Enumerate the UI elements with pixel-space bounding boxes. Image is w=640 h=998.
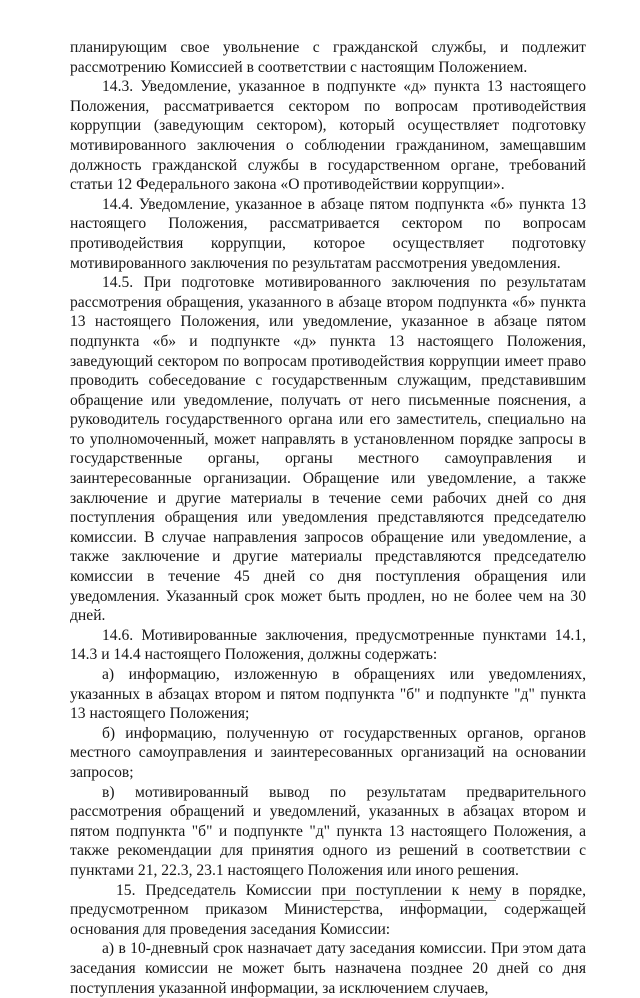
paragraph-15: 15. Председатель Комиссии при поступлении к нему в порядке, предусмотренном приказом Министерства, информации, содержащей основания для проведения заседания Комиссии:	[70, 881, 586, 938]
scan-mark	[470, 900, 496, 901]
scan-edge-marks	[0, 896, 640, 905]
scan-mark	[405, 900, 431, 901]
paragraph-14-5: 14.5. При подготовке мотивированного заключения по результатам рассмотрения обращения, указанного в абзаце втором подпункта «б» пункта 13 настоящего Положения, или уведомление, указанное в абзаце пятом подпункта «б» и подпункте «д» пункта 13 настоящего Положения, заведующий сектором по вопросам противодействия коррупции имеет право проводить собеседование с государственным служащим, представившим обращение или уведомление, получать от него письменные пояснения, а руководитель государственного органа или его заместитель, специально на то уполномоченный, может направлять в установленном порядке запросы в государственные органы, органы местного самоуправления и заинтересованные организации. Обращение или уведомление, а также заключение и другие материалы в течение семи рабочих дней со дня поступления обращения или уведомления представляются председателю комиссии. В случае направления запросов обращение или уведомление, а также заключение и другие материалы представляются председателю комиссии в течение 45 дней со дня поступления обращения или уведомления. Указанный срок может быть продлен, но не более чем на 30 дней.	[70, 274, 586, 625]
paragraph-14-4: 14.4. Уведомление, указанное в абзаце пятом подпункта «б» пункта 13 настоящего Положения, рассматривается сектором по вопросам противодействия коррупции, которое осуществляет подготовку мотивированного заключения по результатам рассмотрения уведомления.	[70, 195, 586, 272]
list-item-15-a: а) в 10-дневный срок назначает дату заседания комиссии. При этом дата заседания комиссии не может быть назначена позднее 20 дней со дня поступления указанной информации, за исключением случаев,	[70, 940, 586, 997]
paragraph-14-3: 14.3. Уведомление, указанное в подпункте «д» пункта 13 настоящего Положения, рассматривается сектором по вопросам противодействия коррупции (заведующим сектором), который осуществляет подготовку мотивированного заключения о соблюдении гражданином, замещавшим должность гражданской службы в государственном органе, требований статьи 12 Федерального закона «О противодействии коррупции».	[70, 78, 586, 194]
paragraph-14-6: 14.6. Мотивированные заключения, предусмотренные пунктами 14.1, 14.3 и 14.4 настоящего Положения, должны содержать:	[70, 626, 586, 664]
list-item-a: а) информацию, изложенную в обращениях или уведомлениях, указанных в абзацах втором и пятом подпункта "б" и подпункте "д" пункта 13 настоящего Положения;	[70, 666, 586, 723]
scan-mark	[540, 900, 562, 901]
paragraph-continuation: планирующим свое увольнение с гражданской службы, и подлежит рассмотрению Комиссией в соответствии с настоящим Положением.	[70, 39, 586, 76]
list-item-b: б) информацию, полученную от государственных органов, органов местного самоуправления и заинтересованных организаций на основании запросов;	[70, 724, 586, 781]
scan-mark	[332, 900, 360, 901]
document-page	[70, 38, 586, 998]
list-item-v: в) мотивированный вывод по результатам предварительного рассмотрения обращений и уведомлений, указанных в абзацах втором и пятом подпункта "б" и подпункте "д" пункта 13 настоящего Положения, а также рекомендации для принятия одного из решений в соответствии с пунктами 21, 22.3, 23.1 настоящего Положения или иного решения.	[70, 783, 586, 879]
